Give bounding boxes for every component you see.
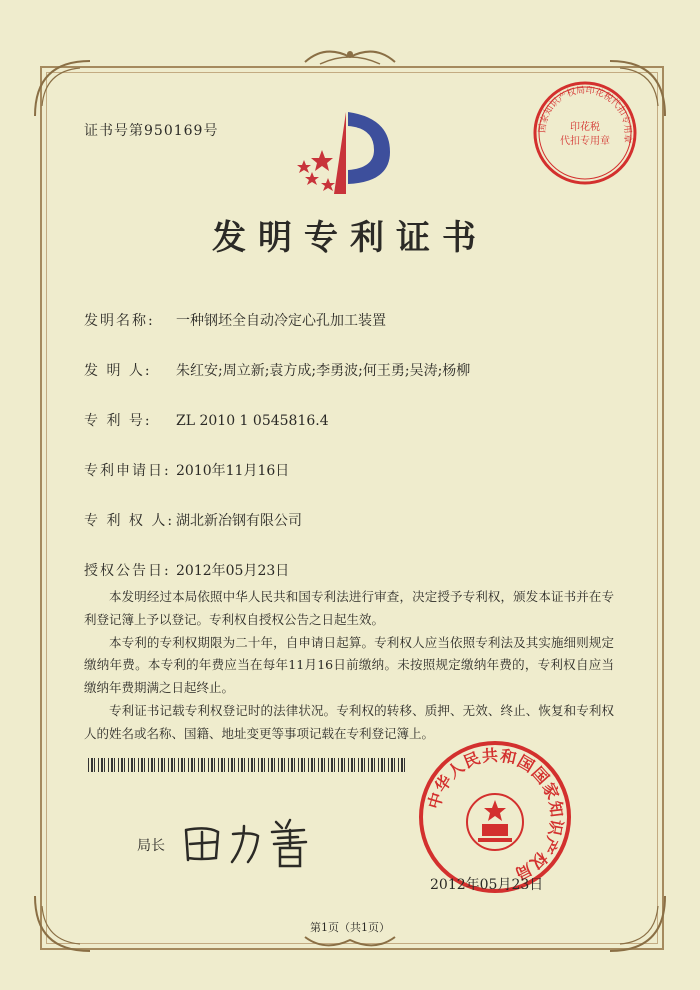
- field-label: 专 利 权 人:: [84, 513, 175, 529]
- field-patent-number: [84, 410, 329, 430]
- director-signature: [178, 812, 328, 872]
- field-application-date: [84, 460, 289, 480]
- page-number: 第1页（共1页）: [310, 921, 390, 934]
- official-seal-ring-text: 中华人民共和国国家知识产权局: [424, 745, 567, 884]
- corner-ornament-top-left: [30, 56, 100, 126]
- field-value: ZL 2010 1 0545816.4: [176, 413, 329, 429]
- tax-stamp-center-line1: 印花税: [570, 122, 600, 133]
- field-value: 朱红安;周立新;袁方成;李勇波;何王勇;吴涛;杨柳: [176, 363, 471, 379]
- field-value: 湖北新冶钢有限公司: [176, 513, 302, 529]
- patent-office-logo: [282, 104, 402, 204]
- body-paragraph-3: 专利证书记载专利权登记时的法律状况。专利权的转移、质押、无效、终止、恢复和专利权人的姓名或名称、国籍、地址变更等事项记载在专利登记簿上。: [84, 702, 614, 741]
- field-inventors: [84, 360, 470, 380]
- field-label: 专 利 号:: [84, 413, 152, 429]
- field-label: 发明名称:: [84, 313, 155, 329]
- tax-stamp-center-line2: 代扣专用章: [560, 136, 610, 147]
- field-invention-name: [84, 310, 386, 330]
- official-seal: [416, 738, 574, 896]
- field-grant-date: [84, 560, 289, 580]
- certificate-number: 证书号第950169号: [84, 123, 219, 139]
- barcode: [88, 758, 408, 772]
- certificate-title: 发明专利证书: [212, 218, 488, 258]
- field-value: 一种钢坯全自动冷定心孔加工装置: [176, 313, 386, 329]
- body-paragraph-1: 本发明经过本局依照中华人民共和国专利法进行审查，决定授予专利权，颁发本证书并在专利登记簿上予以登记。专利权自授权公告之日起生效。: [84, 589, 614, 627]
- certificate-body: [84, 586, 614, 746]
- tax-stamp-ring-text: 国家知识产权局印花税代扣专用章: [537, 85, 633, 144]
- body-paragraph-2: 本专利的专利权期限为二十年，自申请日起算。专利权人应当依照专利法及其实施细则规定缴纳年费。本专利的年费应当在每年11月16日前缴纳。未按照规定缴纳年费的，专利权自应当缴纳年费期满之日起终止。: [84, 634, 614, 696]
- issue-date: 2012年05月23日: [430, 877, 544, 893]
- field-label: 专利申请日:: [84, 463, 171, 479]
- svg-text:国家知识产权局印花税代扣专用章: [537, 84, 634, 144]
- field-label: 发 明 人:: [84, 363, 152, 379]
- field-value: 2012年05月23日: [176, 563, 290, 579]
- bottom-ornament: [300, 932, 400, 954]
- field-label: 授权公告日:: [84, 563, 171, 579]
- field-value: 2010年11月16日: [176, 463, 290, 479]
- director-label: 局长: [137, 838, 165, 854]
- field-patentee: [84, 510, 302, 530]
- tax-stamp: [530, 78, 640, 188]
- top-ornament: [300, 42, 400, 72]
